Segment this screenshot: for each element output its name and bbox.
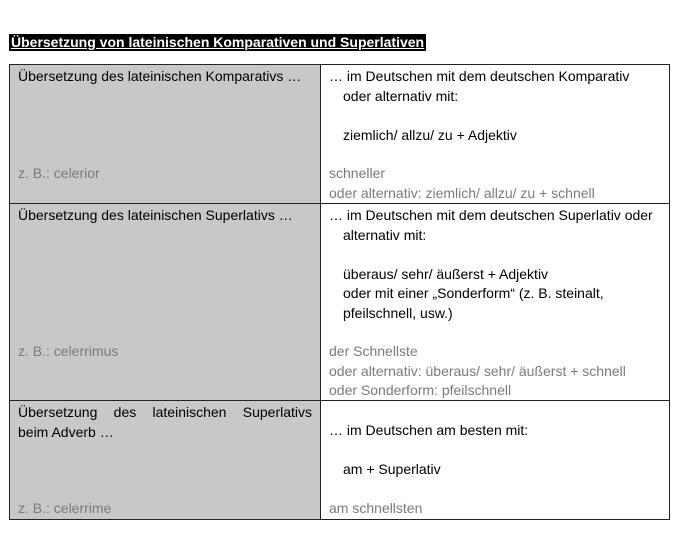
comparative-intro-line-2: oder alternativ mit: [343, 87, 459, 104]
superlative-example-line-2: oder alternativ: überaus/ sehr/ äußerst + schnell [329, 362, 626, 379]
adverb-rule: am + Superlativ [343, 461, 441, 477]
superlative-rule-line-3: pfeilschnell, usw.) [343, 304, 453, 321]
translation-table [9, 64, 670, 520]
adverb-heading [18, 403, 312, 442]
comparative-example-german [329, 164, 595, 203]
adverb-example-latin: z. B.: celerrime [18, 500, 112, 516]
comparative-intro [329, 67, 663, 145]
superlative-heading: Übersetzung des lateinischen Superlativs … [18, 207, 293, 223]
comparative-example-line-1: schneller [329, 165, 386, 181]
adverb-intro-line: … im Deutschen am besten mit: [329, 422, 529, 438]
superlative-rule-line-1: überaus/ sehr/ äußerst + Adjektiv [343, 265, 549, 282]
superlative-example-line-3: oder Sonderform: pfeilschnell [329, 382, 512, 398]
adverb-heading-line-1: Übersetzung des lateinischen Superlativs [18, 404, 312, 420]
superlative-intro-line-2: alternativ mit: [343, 226, 427, 243]
comparative-rule: ziemlich/ allzu/ zu + Adjektiv [343, 126, 517, 143]
adverb-heading-line-2: beim Adverb … [18, 423, 114, 440]
adverb-example-german: am schnellsten [329, 500, 423, 516]
superlative-intro-line-1: … im Deutschen mit dem deutschen Superlativ oder [329, 207, 653, 223]
superlative-example-line-1: der Schnellste [329, 343, 418, 359]
cell-superlative-german [321, 204, 670, 401]
cell-comparative-german [321, 65, 670, 204]
document-title: Übersetzung von lateinischen Komparativen und Superlativen [11, 34, 425, 50]
table-row-adverb-superlative [10, 401, 670, 520]
cell-comparative-latin [10, 65, 321, 204]
comparative-intro-line-1: … im Deutschen mit dem deutschen Komparativ [329, 68, 630, 84]
cell-superlative-latin [10, 204, 321, 401]
table-row-superlative [10, 204, 670, 401]
comparative-example-latin: z. B.: celerior [18, 165, 100, 181]
table-row-comparative [10, 65, 670, 204]
superlative-intro [329, 206, 663, 323]
comparative-example-line-2: oder alternativ: ziemlich/ allzu/ zu + schnell [329, 184, 595, 201]
cell-adverb-german [321, 401, 670, 520]
cell-adverb-latin [10, 401, 321, 520]
comparative-heading: Übersetzung des lateinischen Komparativs … [18, 68, 302, 84]
adverb-intro [329, 421, 663, 480]
superlative-rule-line-2: oder mit einer „Sonderform“ (z. B. steinalt, [343, 285, 604, 301]
superlative-example-latin: z. B.: celerrimus [18, 343, 119, 359]
superlative-example-german [329, 342, 626, 401]
